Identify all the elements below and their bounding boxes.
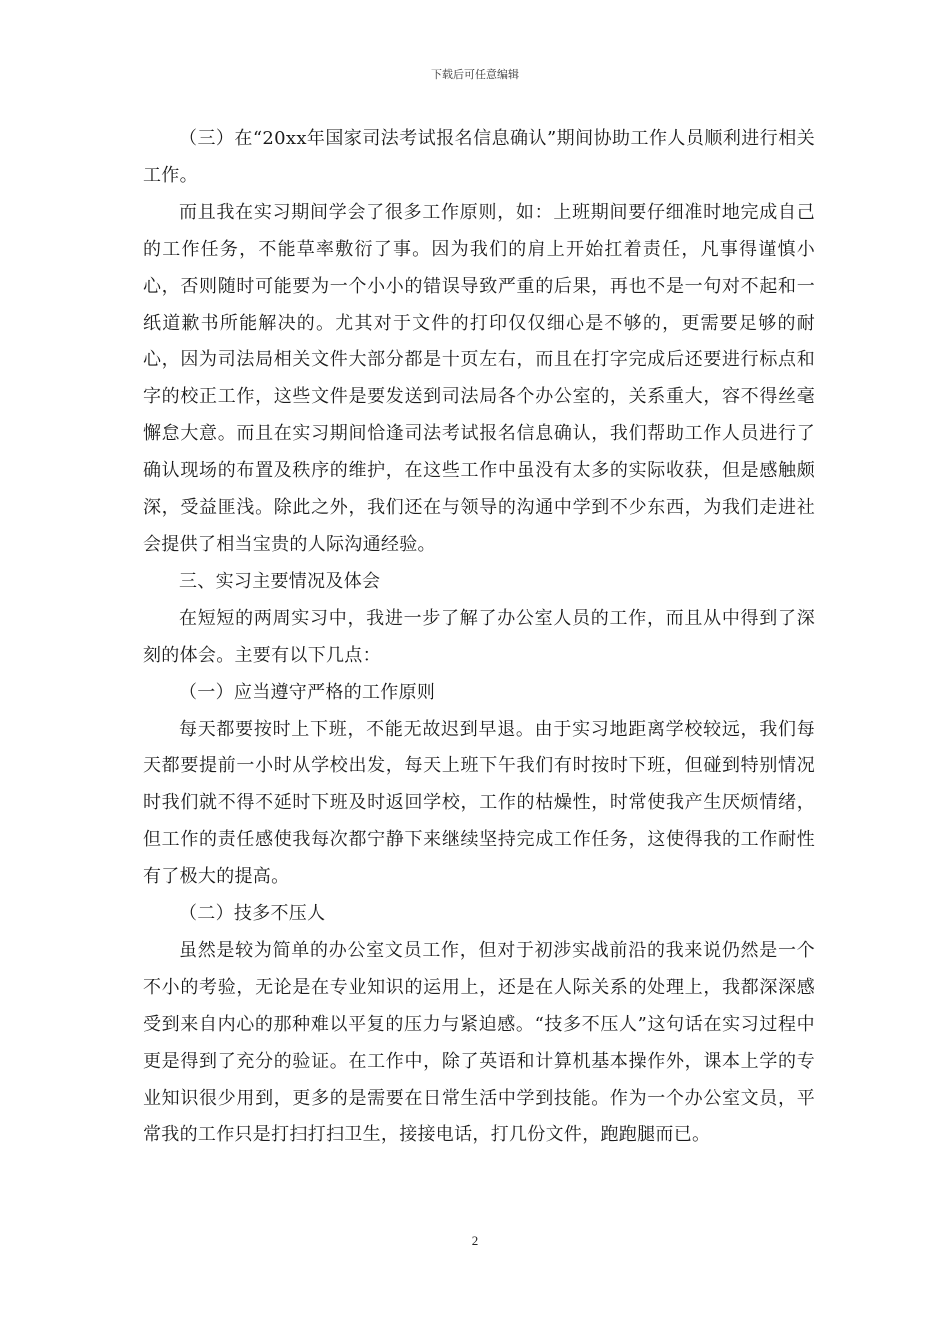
subheading-one: （一）应当遵守严格的工作原则	[179, 681, 436, 703]
section-heading-three: 三、实习主要情况及体会	[179, 570, 381, 592]
paragraph-skills: 虽然是较为简单的办公室文员工作，但对于初涉实战前沿的我来说仍然是一个不小的考验，无论是在专业知识的运用上，还是在人际关系的处理上，我都深深感受到来自内心的那种难以平复的压力与紧迫感。“技多不压人”这句话在实习过程中更是得到了充分的验证。在工作中，除了英语和计算机基本操作外，课本上学的专业知识很少用到，更多的是需要在日常生活中学到技能。作为一个办公室文员，平常我的工作只是打扫打扫卫生，接接电话，打几份文件，跑跑腿而已。	[143, 939, 815, 1146]
document-body	[143, 121, 815, 1154]
page-header: 下载后可任意编辑	[431, 68, 519, 81]
paragraph-intro: 在短短的两周实习中，我进一步了解了办公室人员的工作，而且从中得到了深刻的体会。主要有以下几点：	[143, 607, 815, 666]
paragraph-work-principles: 而且我在实习期间学会了很多工作原则，如：上班期间要仔细准时地完成自己的工作任务，不能草率敷衍了事。因为我们的肩上开始扛着责任，凡事得谨慎小心，否则随时可能要为一个小小的错误导致严重的后果，再也不是一句对不起和一纸道歉书所能解决的。尤其对于文件的打印仅仅细心是不够的，更需要足够的耐心，因为司法局相关文件大部分都是十页左右，而且在打字完成后还要进行标点和字的校正工作，这些文件是要发送到司法局各个办公室的，关系重大，容不得丝毫懈怠大意。而且在实习期间恰逢司法考试报名信息确认，我们帮助工作人员进行了确认现场的布置及秩序的维护，在这些工作中虽没有太多的实际收获，但是感触颇深，受益匪浅。除此之外，我们还在与领导的沟通中学到不少东西，为我们走进社会提供了相当宝贵的人际沟通经验。	[143, 201, 815, 555]
page-number: 2	[471, 1233, 479, 1248]
paragraph-punctuality: 每天都要按时上下班，不能无故迟到早退。由于实习地距离学校较远，我们每天都要提前一小时从学校出发，每天上班下午我们有时按时下班，但碰到特别情况时我们就不得不延时下班及时返回学校，工作的枯燥性，时常使我产生厌烦情绪，但工作的责任感使我每次都宁静下来继续坚持完成工作任务，这使得我的工作耐性有了极大的提高。	[143, 718, 815, 888]
subheading-two: （二）技多不压人	[179, 903, 326, 925]
paragraph-subsection-three: （三）在“20xx年国家司法考试报名信息确认”期间协助工作人员顺利进行相关工作。	[143, 128, 815, 186]
